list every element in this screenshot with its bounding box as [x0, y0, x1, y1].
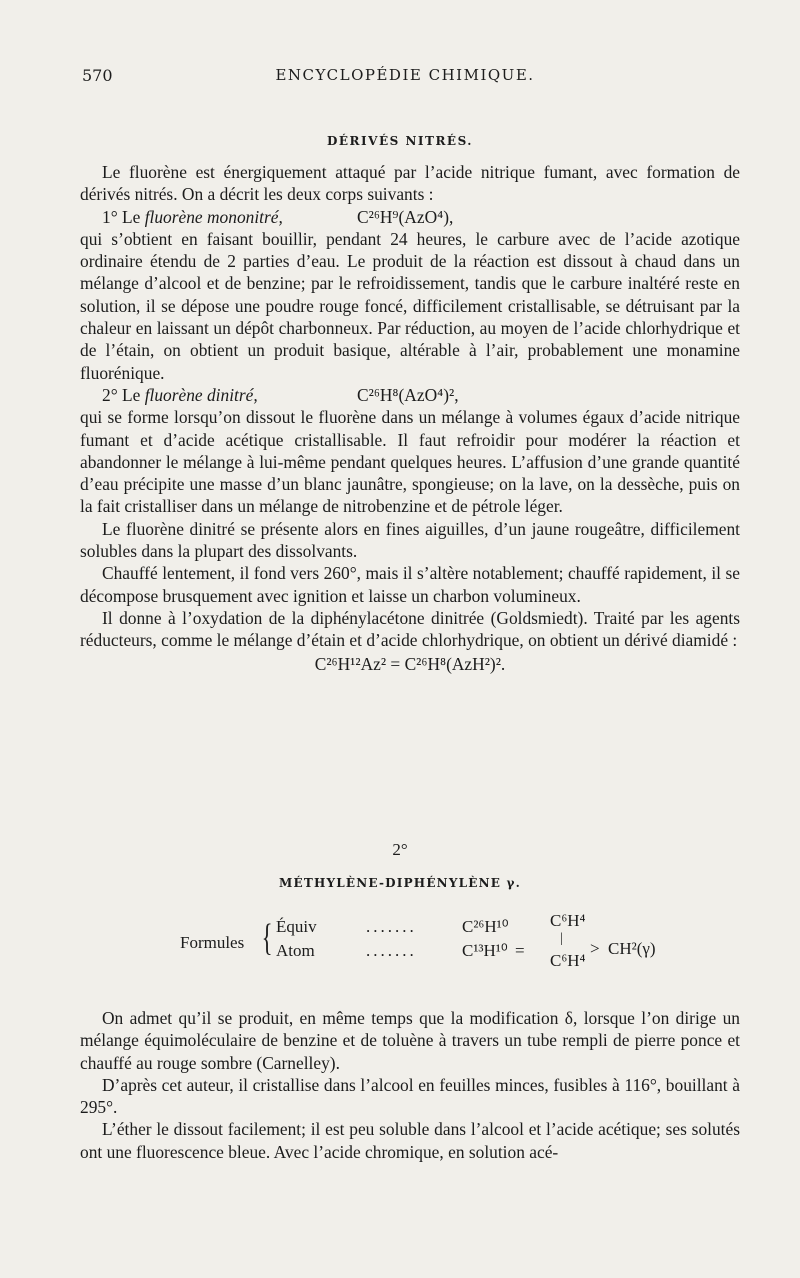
- atom-row: [276, 941, 508, 961]
- equiv-label: Équiv: [276, 917, 317, 936]
- struct-bond: |: [560, 931, 563, 946]
- paragraph-heating: Chauffé lentement, il fond vers 260°, mais il s’altère notablement; chauffé rapidement, il se décompose brusquement avec ignition et laisse un charbon volumineux.: [80, 563, 740, 606]
- atom-value: C¹³H¹⁰: [462, 941, 508, 960]
- intro-paragraph: Le fluorène est énergiquement attaqué par l’acide nitrique fumant, avec formation de dérivés nitrés. On a décrit les deux corps suivants :: [80, 162, 740, 205]
- paragraph-oxidation: Il donne à l’oxydation de la diphénylacétone dinitrée (Goldsmiedt). Traité par les agents réducteurs, comme le mélange d’étain et d’acide chlorhydrique, on obtient un dérivé diamidé :: [80, 607, 740, 651]
- formulas-block: [180, 903, 700, 983]
- paragraph-solubility: L’éther le dissout facilement; il est peu soluble dans l’alcool et l’acide acétique; ses solutés ont une fluorescence bleue. Avec l’acide chromique, en solution acé-: [80, 1119, 740, 1162]
- compound-heading: MÉTHYLÈNE-DIPHÉNYLÈNE γ.: [278, 876, 521, 890]
- page-header: [60, 66, 750, 90]
- equiv-value: C²⁶H¹⁰: [462, 917, 509, 936]
- compound-2-formula: C²⁶H⁸(AzO⁴)²,: [357, 384, 459, 405]
- struct-bottom: C⁶H⁴: [550, 951, 586, 970]
- compound-1-description: qui s’obtient en faisant bouillir, pendant 24 heures, le carbure avec de l’acide azotique ordinaire étendu de 2 parties d’eau. Le produit de la réaction est dissout à chaud dans un mélange d’alcool et de benzine; par le refroidissement, tandis que le carbure inaltéré reste en solution, il se dépose une poudre rouge foncé, difficilement cristallisable, se détruisant par la chaleur en laissant un dépôt charbonneux. Par réduction, au moyen de l’acide chlorhydrique et de l’étain, on obtient un produit basique, altérable à l’air, probablement une monamine fluorénique.: [80, 228, 740, 383]
- body-text-section-1: [80, 161, 740, 676]
- running-title: ENCYCLOPÉDIE CHIMIQUE.: [275, 66, 535, 84]
- section-number: 2°: [392, 840, 408, 859]
- leader-dots: .......: [366, 941, 417, 960]
- section-heading: DÉRIVÉS NITRÉS.: [327, 134, 473, 148]
- formulas-label: Formules: [180, 933, 245, 952]
- compound-1-prefix: 1° Le: [102, 206, 145, 227]
- atom-label: Atom: [276, 941, 315, 960]
- brace-icon: {: [261, 917, 273, 959]
- compound-1-formula: C²⁶H⁹(AzO⁴),: [357, 206, 454, 227]
- body-text-section-2: [80, 1007, 740, 1163]
- equiv-row: [276, 917, 509, 937]
- compound-2-prefix: 2° Le: [102, 384, 145, 405]
- paragraph-properties: D’après cet auteur, il cristallise dans l’alcool en feuilles minces, fusibles à 116°, bouillant à 295°.: [80, 1074, 740, 1118]
- compound-2-description: qui se forme lorsqu’on dissout le fluorène dans un mélange à volumes égaux d’acide nitrique fumant et d’acide acétique cristallisable. Il faut refroidir pour modérer la réaction et abandonner le mélange à lui-même pendant quelques heures. L’affusion d’une grande quantité d’eau précipite une masse d’un blanc jaunâtre, spongieuse; on la lave, on la dessèche, puis on la fait cristalliser dans un mélange de nitrobenzine et de pétrole léger.: [80, 407, 740, 517]
- page-number: 570: [82, 66, 113, 85]
- compound-1-name: fluorène mononitré,: [144, 206, 283, 227]
- reaction-formula: C²⁶H¹²Az² = C²⁶H⁸(AzH²)².: [314, 653, 506, 674]
- compound-2-line: [80, 384, 740, 406]
- paragraph-crystals: Le fluorène dinitré se présente alors en fines aiguilles, d’un jaune rougeâtre, difficilement solubles dans la plupart des dissolvants.: [80, 518, 740, 562]
- equals-sign: =: [515, 941, 525, 960]
- compound-1-line: [80, 206, 740, 228]
- compound-2-name: fluorène dinitré,: [144, 384, 258, 405]
- leader-dots: .......: [366, 917, 417, 936]
- structural-formula: [550, 911, 680, 981]
- struct-right: CH²(γ): [608, 939, 656, 958]
- struct-arrow: >: [590, 939, 600, 958]
- paragraph-formation: On admet qu’il se produit, en même temps que la modification δ, lorsque l’on dirige un mélange équimoléculaire de benzine et de toluène à travers un tube rempli de pierre ponce et chauffé au rouge sombre (Carnelley).: [80, 1008, 740, 1073]
- struct-top: C⁶H⁴: [550, 911, 586, 930]
